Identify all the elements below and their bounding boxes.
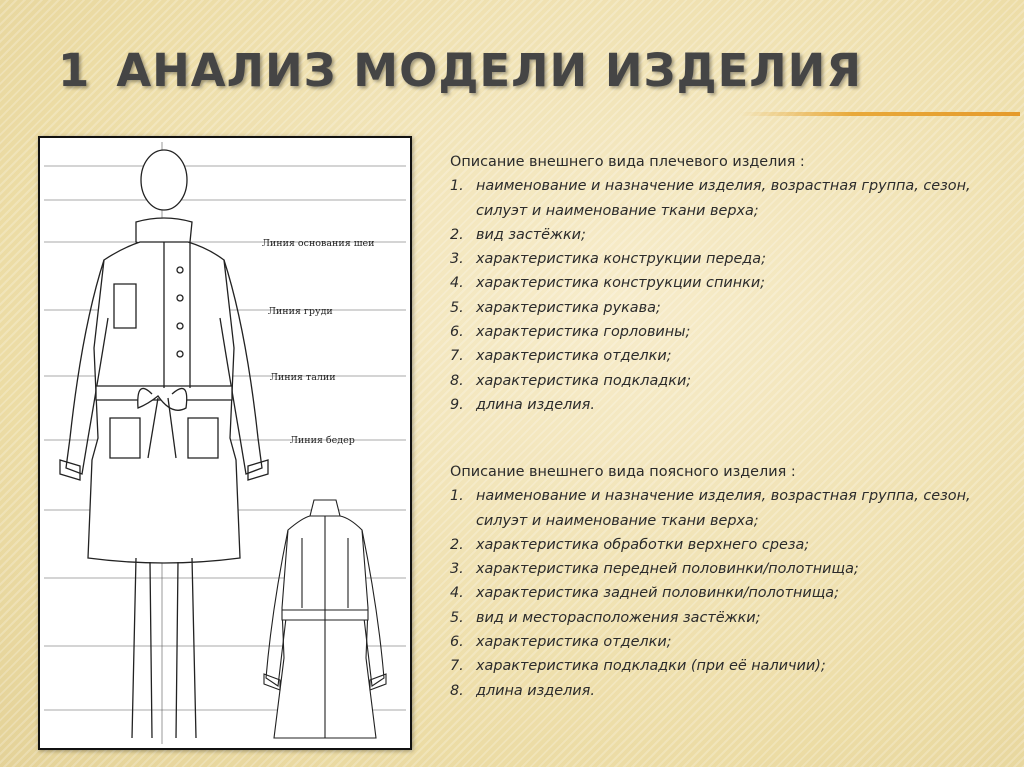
list-item	[450, 581, 1010, 605]
list-item-text: характеристика рукава;	[476, 299, 661, 316]
list-item	[450, 320, 1010, 344]
list-item-text: характеристика отделки;	[476, 634, 672, 651]
shoulder-garment-description	[450, 150, 1010, 417]
neck-line-label: Линия основания шеи	[262, 238, 375, 249]
list-item-number: 1.	[450, 178, 464, 195]
list-item-number: 5.	[450, 609, 464, 626]
list-item-number: 7.	[450, 348, 464, 365]
list-item	[450, 344, 1010, 368]
list-item-text: характеристика подкладки;	[476, 372, 692, 389]
front-view-figure	[60, 150, 268, 738]
list-item	[450, 271, 1010, 295]
list-item	[450, 679, 1010, 703]
list-item-number: 8.	[450, 682, 464, 699]
coat-sketch-illustration	[40, 138, 410, 748]
list-item	[450, 296, 1010, 320]
shoulder-garment-heading: Описание внешнего вида плечевого изделия :	[450, 154, 805, 170]
list-item-text: характеристика передней половинки/полотнища;	[476, 561, 859, 578]
list-item	[450, 630, 1010, 654]
list-item-number: 2.	[450, 536, 464, 553]
list-item	[450, 174, 1010, 223]
list-item-text: характеристика отделки;	[476, 348, 672, 365]
list-item-text: характеристика конструкции спинки;	[476, 275, 766, 292]
list-item	[450, 484, 1010, 533]
list-item-text: наименование и назначение изделия, возрастная группа, сезон, силуэт и наименование ткани верха;	[476, 488, 971, 529]
list-item-number: 3.	[450, 561, 464, 578]
list-item-number: 2.	[450, 226, 464, 243]
list-item	[450, 606, 1010, 630]
waist-garment-heading: Описание внешнего вида поясного изделия :	[450, 464, 796, 480]
fashion-sketch-figure	[38, 136, 412, 750]
list-item	[450, 533, 1010, 557]
list-item-text: характеристика горловины;	[476, 324, 691, 341]
list-item-text: вид застёжки;	[476, 226, 586, 243]
list-item	[450, 654, 1010, 678]
list-item-number: 6.	[450, 324, 464, 341]
back-view-figure	[264, 500, 386, 738]
list-item-number: 3.	[450, 251, 464, 268]
waist-garment-list	[450, 484, 1010, 703]
list-item-number: 6.	[450, 634, 464, 651]
list-item-number: 5.	[450, 299, 464, 316]
waist-garment-description	[450, 460, 1010, 703]
list-item-text: наименование и назначение изделия, возрастная группа, сезон, силуэт и наименование ткани верха;	[476, 178, 971, 219]
list-item-number: 9.	[450, 396, 464, 413]
list-item-number: 8.	[450, 372, 464, 389]
list-item-text: длина изделия.	[476, 682, 595, 699]
shoulder-garment-list	[450, 174, 1010, 417]
list-item	[450, 557, 1010, 581]
list-item-text: длина изделия.	[476, 396, 595, 413]
list-item-text: характеристика конструкции переда;	[476, 251, 766, 268]
list-item-text: характеристика обработки верхнего среза;	[476, 536, 810, 553]
bust-line-label: Линия груди	[268, 306, 333, 317]
slide-title-number: 1	[58, 44, 91, 97]
slide-title-text: АНАЛИЗ МОДЕЛИ ИЗДЕЛИЯ	[116, 44, 862, 97]
list-item-number: 7.	[450, 658, 464, 675]
list-item-text: характеристика подкладки (при её наличии);	[476, 658, 826, 675]
slide-title	[58, 44, 862, 97]
list-item	[450, 393, 1010, 417]
hip-line-label: Линия бедер	[290, 435, 355, 446]
list-item-number: 4.	[450, 585, 464, 602]
list-item	[450, 247, 1010, 271]
waist-line-label: Линия талии	[270, 372, 336, 383]
title-underline	[740, 112, 1020, 116]
list-item	[450, 223, 1010, 247]
list-item-number: 4.	[450, 275, 464, 292]
list-item-number: 1.	[450, 488, 464, 505]
list-item-text: характеристика задней половинки/полотнища;	[476, 585, 839, 602]
list-item-text: вид и месторасположения застёжки;	[476, 609, 761, 626]
list-item	[450, 369, 1010, 393]
